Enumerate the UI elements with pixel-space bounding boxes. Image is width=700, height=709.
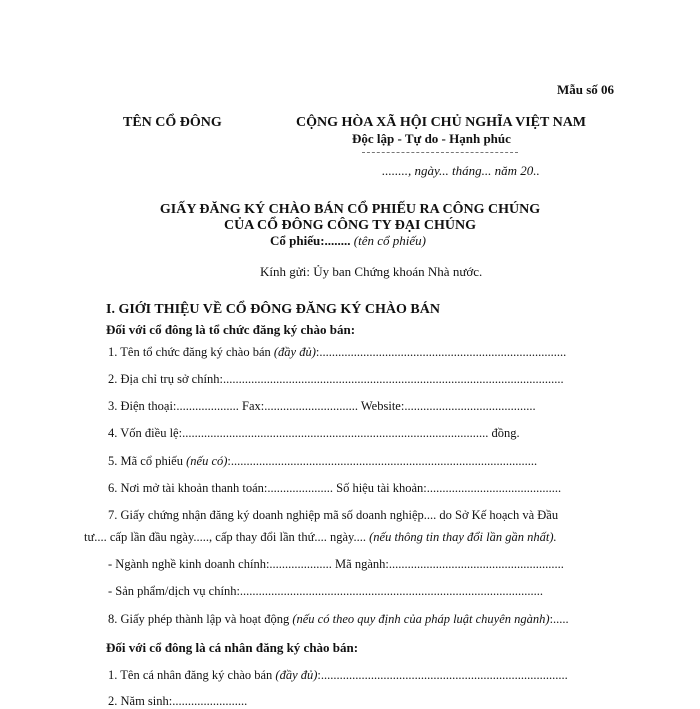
org-item-7-line1: 7. Giấy chứng nhận đăng ký doanh nghiệp mã số doanh nghiệp.... do Sở Kế hoạch và Đầu (108, 508, 559, 522)
ind-item-1: 1. Tên cá nhân đăng ký chào bán (đầy đủ):............................................................................... (108, 668, 568, 682)
individual-heading: Đối với cổ đông là cá nhân đăng ký chào bán: (106, 640, 359, 655)
document-title: GIẤY ĐĂNG KÝ CHÀO BÁN CỔ PHIẾU RA CÔNG CHÚNG (159, 202, 541, 217)
recipient-line: Kính gửi: Ủy ban Chứng khoán Nhà nước. (260, 264, 483, 279)
section1-heading: I. GIỚI THIỆU VỀ CỔ ĐÔNG ĐĂNG KÝ CHÀO BÁN (106, 302, 440, 317)
org-item-4: 4. Vốn điều lệ:.................................................................................................. đồng. (108, 426, 520, 440)
business-line: - Ngành nghề kinh doanh chính:.................... Mã ngành:........................................................ (108, 557, 564, 571)
ind-item-2: 2. Năm sinh:........................ (108, 694, 248, 708)
date-line: ........, ngày... tháng... năm 20.. (382, 163, 540, 178)
org-item-7-line2: tư.... cấp lần đầu ngày....., cấp thay đổi lần thứ.... ngày.... (nếu thông tin thay đổi lần gần nhất). (84, 530, 557, 544)
stock-hint: (tên cổ phiếu) (353, 233, 426, 248)
org-item-1: 1. Tên tổ chức đăng ký chào bán (đầy đủ):............................................................................... (108, 345, 567, 359)
org-item-2: 2. Địa chỉ trụ sở chính:............................................................................................................. (108, 372, 564, 386)
country-name: CỘNG HÒA XÃ HỘI CHỦ NGHĨA VIỆT NAM (296, 115, 587, 130)
product-line: - Sản phẩm/dịch vụ chính:................................................................................................. (108, 584, 544, 598)
motto: Độc lập - Tự do - Hạnh phúc (352, 131, 511, 146)
org-item-8: 8. Giấy phép thành lập và hoạt động (nếu có theo quy định của pháp luật chuyên ngành):..... (108, 612, 569, 626)
shareholder-name: TÊN CỔ ĐÔNG (123, 115, 222, 130)
document-subtitle: CỦA CỔ ĐÔNG CÔNG TY ĐẠI CHÚNG (223, 218, 476, 233)
org-item-3: 3. Điện thoại:.................... Fax:.............................. Website:.......................................... (108, 399, 536, 413)
stock-label: Cổ phiếu:........ (270, 233, 351, 248)
org-item-6: 6. Nơi mở tài khoản thanh toán:..................... Số hiệu tài khoản:........................................... (108, 481, 562, 495)
motto-underline (362, 152, 518, 153)
stock-line (270, 233, 426, 249)
form-number: Mẫu số 06 (557, 82, 615, 97)
org-heading: Đối với cổ đông là tổ chức đăng ký chào bán: (106, 322, 356, 337)
org-item-5: 5. Mã cổ phiếu (nếu có):.................................................................................................. (108, 454, 538, 468)
